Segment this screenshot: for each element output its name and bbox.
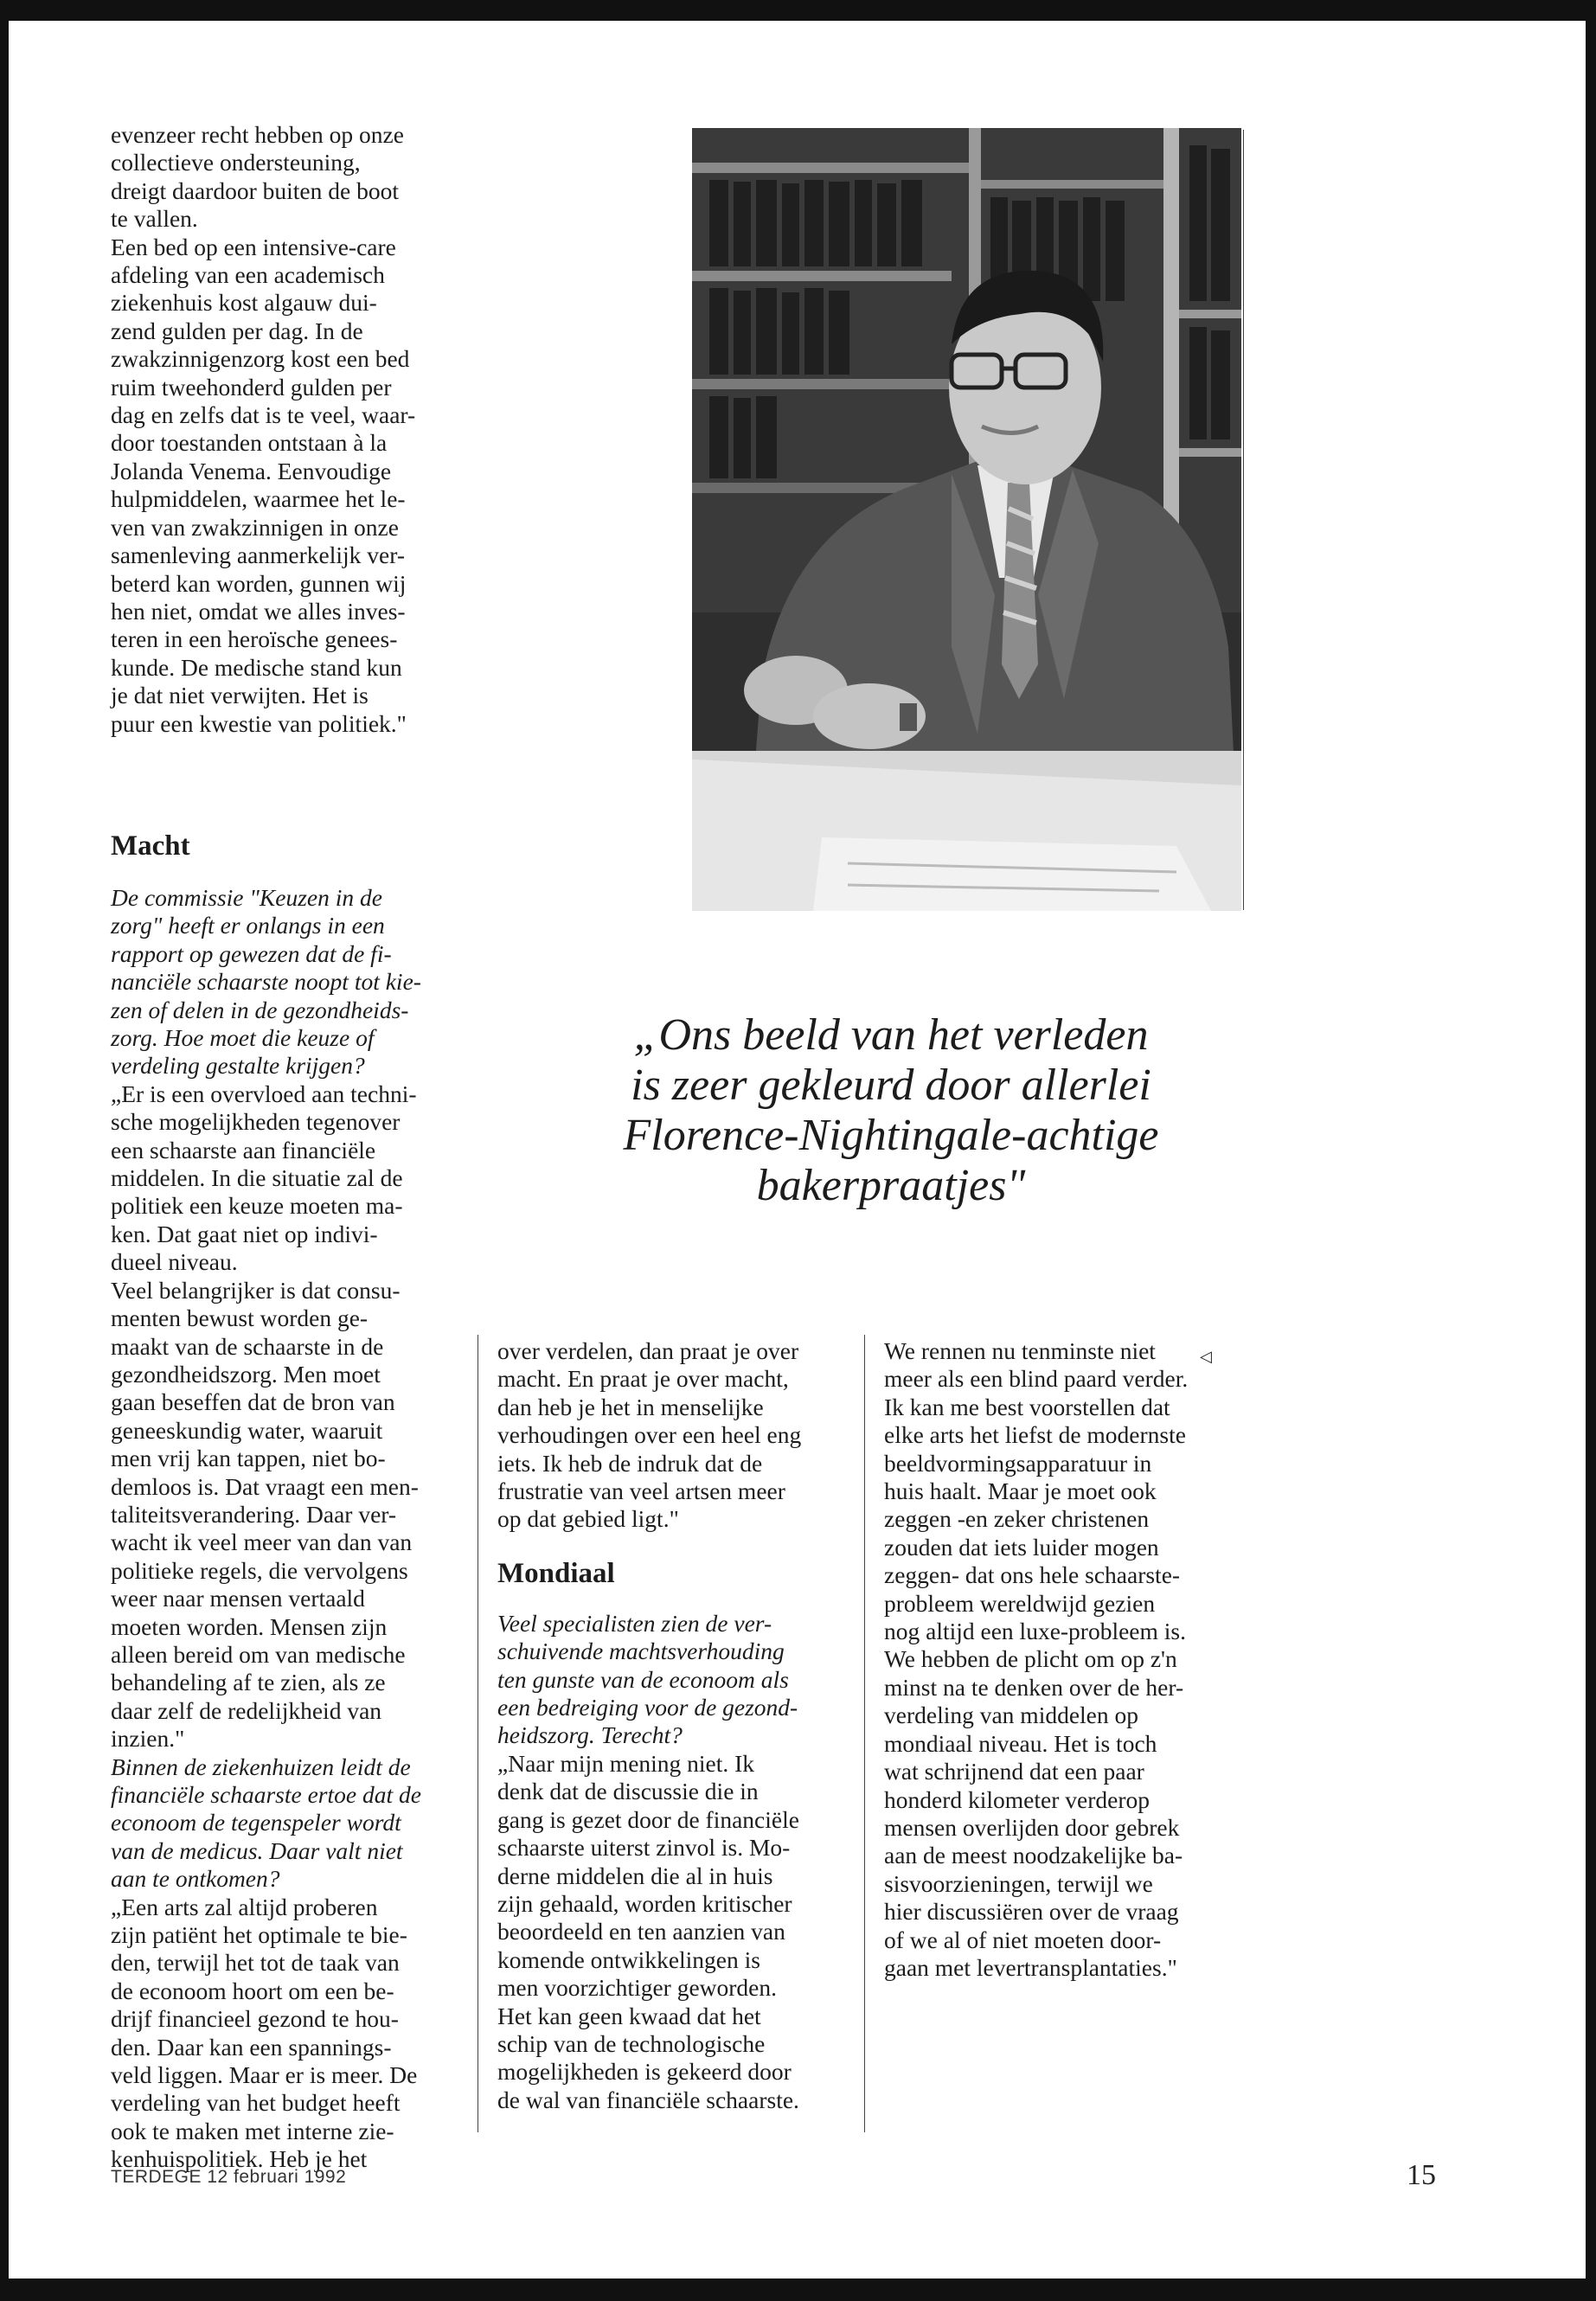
article-column-3 [884, 1337, 1239, 1982]
text-line: collectieve ondersteuning, [111, 149, 361, 176]
text-line: ken. Dat gaat niet op indivi- [111, 1220, 378, 1247]
column-divider [864, 1335, 865, 2132]
text-line: gezondheidszorg. Men moet [111, 1360, 381, 1388]
column-3-body [884, 1337, 1239, 1982]
page-number: 15 [1407, 2159, 1436, 2191]
publication-footer: TERDEGE 12 februari 1992 [111, 2167, 347, 2187]
text-line: dag en zelfs dat is te veel, waar- [111, 401, 416, 429]
text-line: De commissie "Keuzen in de [111, 884, 382, 911]
text-line: gaan met levertransplantaties." [884, 1953, 1177, 1981]
text-line: zorg" heeft er onlangs in een [111, 912, 385, 939]
text-line: sche mogelijkheden tegenover [111, 1108, 401, 1136]
text-line: verdeling gestalte krijgen? [111, 1052, 365, 1080]
section-heading-macht: Macht [111, 830, 190, 862]
text-line: honderd kilometer verderop [884, 1785, 1150, 1813]
article-column-1-top [111, 121, 457, 738]
text-line: Binnen de ziekenhuizen leidt de [111, 1753, 411, 1780]
text-line: zend gulden per dag. In de [111, 317, 363, 344]
text-line: men voorzichtiger geworden. [497, 1974, 778, 2002]
text-line: geneeskundig water, waaruit [111, 1416, 383, 1444]
text-line: over verdelen, dan praat je over [497, 1337, 799, 1364]
text-line: nanciële schaarste noopt tot kie- [111, 968, 421, 996]
text-line: maakt van de schaarste in de [111, 1332, 384, 1360]
text-line: huis haalt. Maar je moet ook [884, 1477, 1157, 1505]
scan-border-top [0, 0, 1596, 21]
text-line: hier discussiëren over de vraag [884, 1898, 1179, 1926]
text-line: van de medicus. Daar valt niet [111, 1836, 403, 1864]
article-column-2 [497, 1337, 848, 2114]
text-line: elke arts het liefst de modernste [884, 1421, 1186, 1449]
text-line: daar zelf de redelijkheid van [111, 1696, 382, 1724]
text-line: demloos is. Dat vraagt een men- [111, 1472, 419, 1500]
text-line: Jolanda Venema. Eenvoudige [111, 457, 392, 484]
text-line: zijn patiënt het optimale te bie- [111, 1921, 407, 1949]
text-line: schip van de technologische [497, 2029, 766, 2057]
text-line: zwakzinnigenzorg kost een bed [111, 345, 410, 373]
pull-quote-line: bakerpraatjes" [756, 1161, 1026, 1210]
text-line: zorg. Hoe moet die keuze of [111, 1024, 375, 1052]
text-line: hen niet, omdat we alles inves- [111, 597, 406, 625]
text-line: taliteitsverandering. Daar ver- [111, 1500, 397, 1528]
text-line: dueel niveau. [111, 1248, 238, 1276]
text-line: komende ontwikkelingen is [497, 1945, 760, 1973]
text-line: nog altijd een luxe-probleem is. [884, 1618, 1187, 1645]
text-line: politiek een keuze moeten ma- [111, 1192, 403, 1220]
text-line: We rennen nu tenminste niet [884, 1337, 1156, 1364]
pull-quote-line: is zeer gekleurd door allerlei [631, 1061, 1151, 1110]
article-column-1-bottom [111, 829, 457, 2174]
text-line: zeggen- dat ons hele schaarste- [884, 1561, 1181, 1589]
text-line: door toestanden ontstaan à la [111, 429, 388, 457]
text-line: je dat niet verwijten. Het is [111, 682, 369, 709]
text-line: aan de meest noodzakelijke ba- [884, 1842, 1183, 1869]
pull-quote-line: Florence-Nightingale-achtige [623, 1111, 1159, 1160]
text-line: beeldvormingsapparatuur in [884, 1449, 1152, 1477]
text-line: een bedreiging voor de gezond- [497, 1694, 798, 1721]
text-line: beterd kan worden, gunnen wij [111, 569, 407, 597]
text-line: zouden dat iets luider mogen [884, 1533, 1159, 1561]
text-line: veld liggen. Maar er is meer. De [111, 2061, 418, 2089]
text-line: zeggen -en zeker christenen [884, 1505, 1150, 1533]
text-line: een schaarste aan financiële [111, 1136, 376, 1163]
text-line: dreigt daardoor buiten de boot [111, 176, 399, 204]
text-line: Het kan geen kwaad dat het [497, 2002, 761, 2029]
text-line: sisvoorzieningen, terwijl we [884, 1869, 1153, 1897]
text-line: den, terwijl het tot de taak van [111, 1949, 400, 1977]
text-line: wat schrijnend dat een paar [884, 1758, 1144, 1785]
text-line: of we al of niet moeten door- [884, 1926, 1162, 1953]
text-line: kunde. De medische stand kun [111, 653, 402, 681]
text-line: verhoudingen over een heel eng [497, 1421, 802, 1449]
text-line: moeten worden. Mensen zijn [111, 1612, 388, 1640]
text-line: mensen overlijden door gebrek [884, 1813, 1180, 1841]
text-line: verdeling van middelen op [884, 1702, 1139, 1729]
text-line: weer naar mensen vertaald [111, 1585, 365, 1612]
text-line: ven van zwakzinnigen in onze [111, 513, 399, 541]
text-line: gang is gezet door de financiële [497, 1805, 799, 1833]
column-1-body [111, 884, 457, 2174]
text-line: middelen. In die situatie zal de [111, 1164, 403, 1192]
section-heading-mondiaal: Mondiaal [497, 1557, 615, 1589]
text-line: zen of delen in de gezondheids- [111, 996, 409, 1023]
text-line: Veel belangrijker is dat consu- [111, 1276, 401, 1304]
text-line: „Een arts zal altijd proberen [111, 1893, 378, 1920]
text-line: de econoom hoort om een be- [111, 1977, 394, 2004]
text-line: ruim tweehonderd gulden per [111, 373, 392, 401]
column-2-body-top [497, 1337, 848, 1534]
pull-quote [554, 1010, 1228, 1211]
text-line: schaarste uiterst zinvol is. Mo- [497, 1834, 791, 1862]
text-line: te vallen. [111, 205, 198, 233]
text-line: heidszorg. Terecht? [497, 1721, 683, 1749]
text-line: gaan beseffen dat de bron van [111, 1388, 395, 1416]
text-line: dan heb je het in menselijke [497, 1393, 764, 1420]
text-line: drijf financieel gezond te hou- [111, 2005, 399, 2033]
text-line: aan te ontkomen? [111, 1865, 280, 1893]
column-2-body-bottom [497, 1610, 848, 2114]
pull-quote-line: „Ons beeld van het verleden [633, 1010, 1149, 1060]
interview-photo [692, 128, 1241, 911]
text-line: behandeling af te zien, als ze [111, 1669, 386, 1696]
text-line: rapport op gewezen dat de fi- [111, 939, 392, 967]
text-line: derne middelen die al in huis [497, 1862, 773, 1889]
text-line: Ik kan me best voorstellen dat [884, 1393, 1170, 1420]
text-line: iets. Ik heb de indruk dat de [497, 1449, 763, 1477]
text-line: mondiaal niveau. Het is toch [884, 1729, 1157, 1757]
text-line: de wal van financiële schaarste. [497, 2086, 799, 2113]
text-line: den. Daar kan een spannings- [111, 2033, 392, 2061]
text-line: evenzeer recht hebben op onze [111, 121, 404, 148]
text-line: teren in een heroïsche genees- [111, 625, 398, 653]
text-line: afdeling van een academisch [111, 261, 385, 289]
text-line: probleem wereldwijd gezien [884, 1589, 1156, 1617]
text-line: We hebben de plicht om op z'n [884, 1645, 1177, 1673]
column-divider [1243, 130, 1244, 910]
text-line: econoom de tegenspeler wordt [111, 1809, 401, 1836]
text-line: macht. En praat je over macht, [497, 1365, 789, 1393]
text-line: wacht ik veel meer van dan van [111, 1529, 413, 1556]
text-line: op dat gebied ligt." [497, 1505, 679, 1533]
text-line: inzien." [111, 1725, 185, 1753]
text-line: Een bed op een intensive-care [111, 233, 396, 260]
text-line: hulpmiddelen, waarmee het le- [111, 485, 406, 513]
text-line: Veel specialisten zien de ver- [497, 1609, 772, 1637]
text-line: „Er is een overvloed aan techni- [111, 1080, 417, 1107]
text-line: ook te maken met interne zie- [111, 2117, 394, 2144]
text-line: ten gunste van de econoom als [497, 1665, 789, 1693]
article-end-mark: ◁ [1200, 1348, 1212, 1365]
text-line: frustratie van veel artsen meer [497, 1477, 785, 1505]
text-line: financiële schaarste ertoe dat de [111, 1781, 421, 1808]
text-line: beoordeeld en ten aanzien van [497, 1918, 785, 1945]
scan-border-bottom [0, 2279, 1596, 2301]
text-line: samenleving aanmerkelijk ver- [111, 542, 406, 569]
text-line: meer als een blind paard verder. [884, 1365, 1189, 1393]
text-line: ziekenhuis kost algauw dui- [111, 289, 377, 317]
text-line: alleen bereid om van medische [111, 1640, 406, 1668]
text-line: menten bewust worden ge- [111, 1304, 369, 1332]
photo-illustration [692, 128, 1241, 911]
scan-border-right [1586, 0, 1596, 2301]
text-line: politieke regels, die vervolgens [111, 1556, 408, 1584]
scan-border-left [0, 0, 9, 2301]
text-line: „Naar mijn mening niet. Ik [497, 1749, 755, 1777]
text-line: mogelijkheden is gekeerd door [497, 2058, 792, 2086]
text-line: zijn gehaald, worden kritischer [497, 1889, 792, 1917]
text-line: men vrij kan tappen, niet bo- [111, 1445, 386, 1472]
text-line: denk dat de discussie die in [497, 1778, 759, 1805]
text-line: minst na te denken over de her- [884, 1673, 1184, 1701]
text-line: schuivende machtsverhouding [497, 1638, 785, 1665]
text-line: verdeling van het budget heeft [111, 2089, 401, 2117]
text-line: kenhuispolitiek. Heb je het [111, 2145, 368, 2173]
text-line: puur een kwestie van politiek." [111, 709, 407, 737]
